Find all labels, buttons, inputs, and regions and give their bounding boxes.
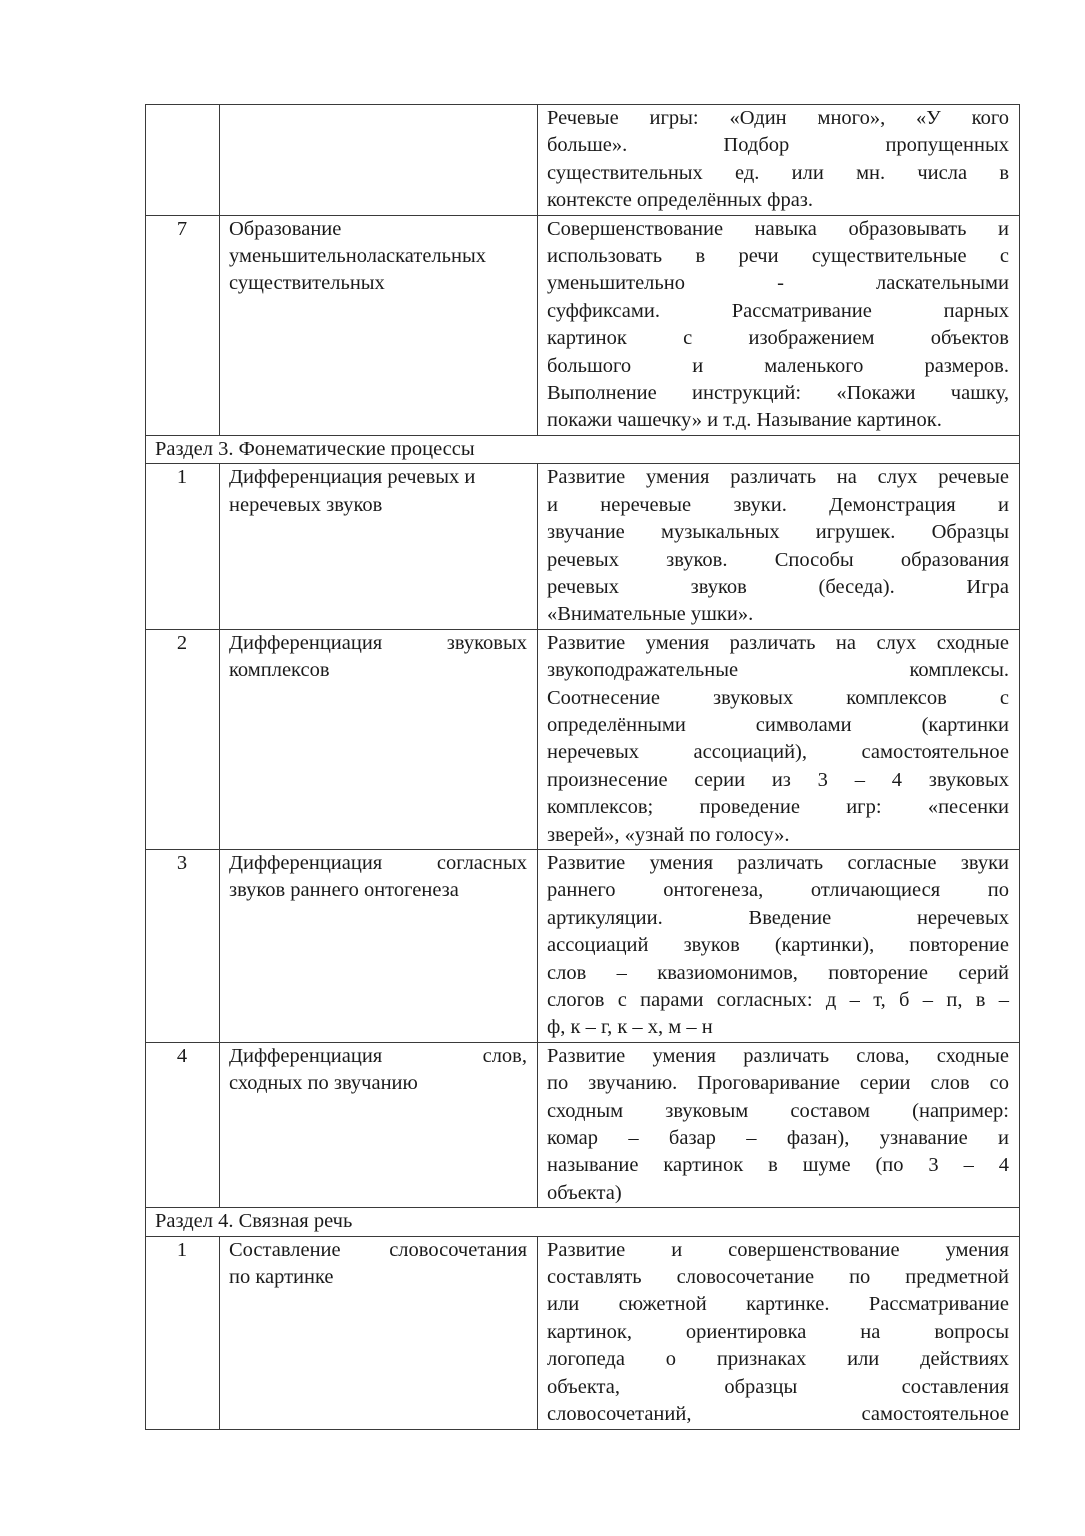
text-line: Речевые игры: «Один много», «У кого <box>547 107 1009 129</box>
text-line: логопеда о признаках или действиях <box>547 1348 1009 1371</box>
topic-cell <box>220 215 538 435</box>
text-line: зверей», «узнай по голосу». <box>547 823 790 846</box>
row-number <box>146 105 220 216</box>
topic-cell <box>220 105 538 216</box>
description-cell <box>538 629 1020 849</box>
text-line: сходным звуковым составом (например: <box>547 1099 1009 1122</box>
row-number: 4 <box>146 1042 220 1207</box>
text-line: комплексов <box>229 659 330 682</box>
text-line: и неречевые звуки. Демонстрация и <box>547 493 1009 516</box>
row-number: 3 <box>146 849 220 1042</box>
text-line: Дифференциация слов, <box>229 1044 527 1067</box>
table-row <box>146 1042 1020 1207</box>
text-line: объекта) <box>547 1181 622 1204</box>
table-row <box>146 464 1020 629</box>
text-line: Дифференциация звуковых <box>229 631 527 654</box>
text-line: Развитие умения различать на слух речевые <box>547 466 1009 489</box>
text-line: произнесение серии из 3 – 4 звуковых <box>547 768 1009 791</box>
table-row <box>146 1236 1020 1429</box>
text-line: картинок с изображением объектов <box>547 327 1009 350</box>
text-line: звуков раннего онтогенеза <box>229 879 459 902</box>
text-line: объекта, образцы составления <box>547 1375 1009 1398</box>
text-line: покажи чашечку» и т.д. Называние картинок. <box>547 409 942 432</box>
description-cell <box>538 849 1020 1042</box>
table-row <box>146 849 1020 1042</box>
text-line: комплексов; проведение игр: «песенки <box>547 796 1009 819</box>
text-line: речевых звуков. Способы образования <box>547 548 1009 571</box>
section-title: Раздел 4. Связная речь <box>146 1208 1020 1236</box>
section-title: Раздел 3. Фонематические процессы <box>146 435 1020 463</box>
text-line: Образование <box>229 217 342 240</box>
text-line: Развитие умения различать слова, сходные <box>547 1044 1009 1067</box>
text-line: по звучанию. Проговаривание серии слов со <box>547 1072 1009 1095</box>
text-line: Дифференциация речевых и <box>229 466 476 489</box>
text-line: существительных <box>229 272 385 295</box>
text-line: комар – базар – фазан), узнавание и <box>547 1127 1009 1150</box>
text-line: по картинке <box>229 1266 334 1289</box>
table-row <box>146 215 1020 435</box>
table-body <box>146 105 1020 1430</box>
text-line: больше». Подбор пропущенных <box>547 134 1009 157</box>
description-cell <box>538 215 1020 435</box>
text-line: большого и маленького размеров. <box>547 354 1009 377</box>
text-line: составлять словосочетание по предметной <box>547 1266 1009 1289</box>
text-line: Дифференциация согласных <box>229 851 527 874</box>
text-line: Соотнесение звуковых комплексов с <box>547 686 1009 709</box>
lesson-plan-table <box>145 104 1020 1430</box>
text-line: Развитие умения различать согласные звуки <box>547 851 1009 874</box>
text-line: контексте определённых фраз. <box>547 189 814 212</box>
table-row <box>146 629 1020 849</box>
row-number: 1 <box>146 464 220 629</box>
text-line: Совершенствование навыка образовывать и <box>547 217 1009 240</box>
text-line: использовать в речи существительные с <box>547 245 1009 268</box>
text-line: неречевых звуков <box>229 493 383 516</box>
text-line: словосочетаний, самостоятельное <box>547 1403 1009 1426</box>
description-cell <box>538 1042 1020 1207</box>
topic-cell <box>220 1042 538 1207</box>
row-number: 2 <box>146 629 220 849</box>
section-row <box>146 1208 1020 1236</box>
topic-cell <box>220 629 538 849</box>
row-number: 1 <box>146 1236 220 1429</box>
text-line: речевых звуков (беседа). Игра <box>547 575 1009 598</box>
text-line: артикуляции. Введение неречевых <box>547 906 1009 929</box>
description-cell <box>538 1236 1020 1429</box>
text-line: сходных по звучанию <box>229 1072 418 1095</box>
text-line: ассоциаций звуков (картинки), повторение <box>547 934 1009 957</box>
text-line: звучание музыкальных игрушек. Образцы <box>547 521 1009 544</box>
text-line: уменьшительноласкательных <box>229 245 486 268</box>
text-line: «Внимательные ушки». <box>547 603 754 626</box>
text-line: называние картинок в шуме (по 3 – 4 <box>547 1154 1009 1177</box>
text-line: слогов с парами согласных: д – т, б – п, в – <box>547 989 1009 1011</box>
topic-cell <box>220 1236 538 1429</box>
text-line: существительных ед. или мн. числа в <box>547 161 1009 184</box>
text-line: суффиксами. Рассматривание парных <box>547 299 1009 322</box>
text-line: Выполнение инструкций: «Покажи чашку, <box>547 382 1009 405</box>
text-line: Развитие умения различать на слух сходные <box>547 631 1009 654</box>
text-line: звукоподражательные комплексы. <box>547 659 1009 682</box>
text-line: определёнными символами (картинки <box>547 713 1009 736</box>
description-cell <box>538 105 1020 216</box>
topic-cell <box>220 464 538 629</box>
text-line: Развитие и совершенствование умения <box>547 1238 1009 1261</box>
text-line: картинок, ориентировка на вопросы <box>547 1320 1009 1343</box>
text-line: ф, к – г, к – х, м – н <box>547 1016 713 1039</box>
table-row <box>146 105 1020 216</box>
text-line: неречевых ассоциаций), самостоятельное <box>547 741 1009 764</box>
text-line: раннего онтогенеза, отличающиеся по <box>547 879 1009 902</box>
text-line: Составление словосочетания <box>229 1238 527 1261</box>
description-cell <box>538 464 1020 629</box>
row-number: 7 <box>146 215 220 435</box>
text-line: уменьшительно - ласкательными <box>547 272 1009 295</box>
section-row <box>146 435 1020 463</box>
topic-cell <box>220 849 538 1042</box>
text-line: слов – квазиомонимов, повторение серий <box>547 961 1009 984</box>
text-line: или сюжетной картинке. Рассматривание <box>547 1293 1009 1316</box>
